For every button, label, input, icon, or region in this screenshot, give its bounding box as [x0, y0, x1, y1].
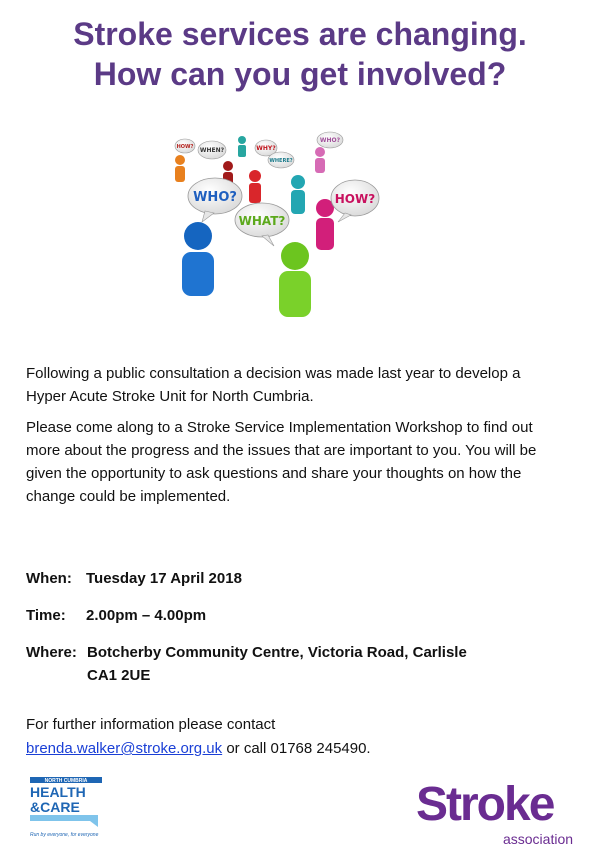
when-label: When:: [26, 570, 72, 587]
where-row: [26, 641, 586, 687]
where-label: Where:: [26, 644, 77, 661]
svg-text:WHEN?: WHEN?: [199, 147, 225, 154]
intro-paragraph-1: Following a public consultation a decision was made last year to develop a Hyper Acute Stroke Unit for North Cumbria.: [26, 365, 521, 405]
where-address-line-1: Botcherby Community Centre, Victoria Road, Carlisle: [87, 644, 467, 661]
stroke-association-logo: [410, 768, 588, 850]
person-pink-small: [315, 147, 325, 173]
north-cumbria-health-care-logo: [28, 775, 148, 840]
where-address-line-2: CA1 2UE: [87, 667, 151, 684]
svg-text:NORTH CUMBRIA: NORTH CUMBRIA: [44, 778, 88, 784]
page-title: [0, 14, 600, 94]
contact-line: [26, 737, 586, 761]
person-teal: [291, 175, 305, 214]
person-green: [279, 242, 311, 317]
svg-text:WHO?: WHO?: [193, 190, 237, 205]
person-red: [249, 170, 261, 203]
person-teal-small: [238, 136, 246, 157]
when-row: [26, 567, 586, 590]
time-value: 2.00pm – 4.00pm: [86, 607, 207, 624]
time-row: [26, 604, 586, 627]
svg-text:WHY?: WHY?: [256, 145, 276, 152]
svg-text:Stroke: Stroke: [416, 778, 554, 831]
phone-text: or call 01768 245490.: [222, 740, 371, 757]
title-line-2: How can you get involved?: [93, 56, 507, 92]
svg-text:WHAT?: WHAT?: [238, 214, 286, 228]
person-blue: [182, 222, 214, 296]
time-label: Time:: [26, 607, 66, 624]
event-details: [26, 567, 586, 701]
bubble-what: [235, 203, 289, 246]
svg-text:&CARE: &CARE: [30, 799, 80, 815]
bubble-who: [188, 178, 242, 222]
bubble-how-small: [175, 139, 195, 153]
contact-info: [26, 713, 586, 761]
svg-text:WHERE?: WHERE?: [269, 158, 293, 164]
title-line-1: Stroke services are changing.: [73, 16, 527, 52]
svg-text:HOW?: HOW?: [176, 144, 194, 150]
people-question-illustration: [150, 118, 450, 323]
person-orange: [175, 155, 185, 182]
bubble-where: [268, 152, 294, 168]
svg-text:HOW?: HOW?: [334, 192, 376, 206]
svg-text:WHO?: WHO?: [319, 137, 341, 144]
bubble-how: [331, 180, 379, 222]
where-value: [87, 641, 467, 687]
svg-text:association: association: [502, 831, 574, 847]
bubble-who-small: [317, 132, 343, 148]
svg-text:HEALTH: HEALTH: [30, 784, 86, 800]
person-magenta: [316, 199, 334, 250]
svg-text:Run by everyone, for everyone: Run by everyone, for everyone: [30, 832, 99, 838]
when-value: Tuesday 17 April 2018: [86, 570, 242, 587]
intro-paragraph-2: Please come along to a Stroke Service Implementation Workshop to find out more about the progress and the issues that are important to you. You will be given the opportunity to ask questions and share your thoughts on how the change could be implemented.: [26, 419, 537, 505]
email-link[interactable]: brenda.walker@stroke.org.uk: [26, 740, 223, 757]
bubble-when: [198, 141, 226, 159]
contact-intro: For further information please contact: [26, 716, 276, 733]
